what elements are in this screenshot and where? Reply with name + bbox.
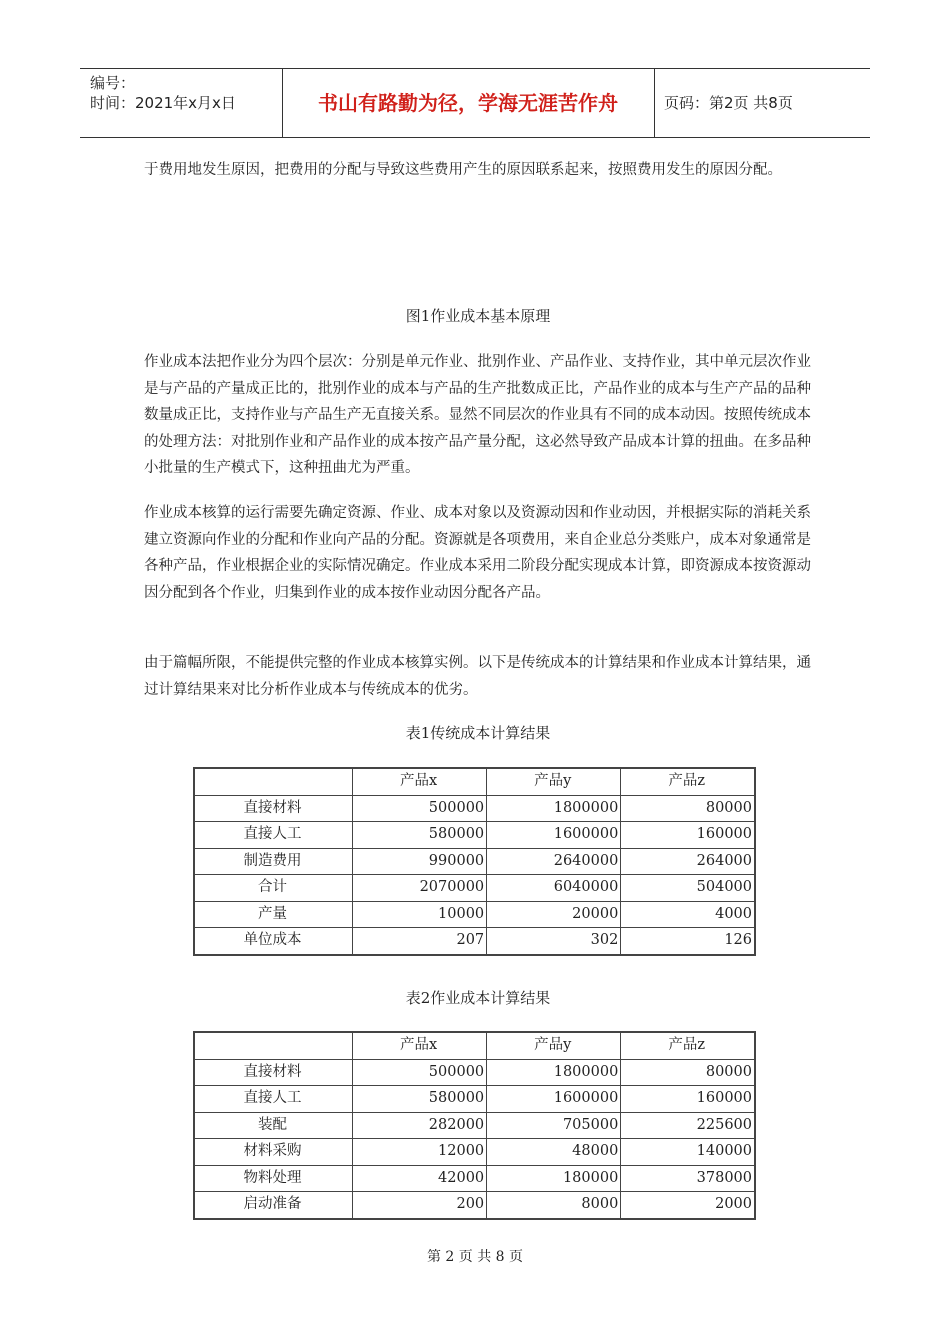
value-cell: 2640000 xyxy=(487,848,621,875)
table-row xyxy=(194,795,755,822)
table-row xyxy=(194,1112,755,1139)
table-header-cell: 产品x xyxy=(353,768,487,795)
paragraph-comparison-intro: 由于篇幅所限，不能提供完整的作业成本核算实例。以下是传统成本的计算结果和作业成本计算结果，通过计算结果来对比分析作业成本与传统成本的优劣。 xyxy=(144,655,811,698)
row-label-cell: 直接人工 xyxy=(194,822,353,849)
value-cell: 225600 xyxy=(621,1112,755,1139)
table-header-row xyxy=(194,1032,755,1059)
doc-time-label: 时间：2021年x月x日 xyxy=(90,94,236,112)
value-cell: 990000 xyxy=(353,848,487,875)
paragraph-activity-levels: 作业成本法把作业分为四个层次：分别是单元作业、批别作业、产品作业、支持作业，其中单元层次作业是与产品的产量成正比的，批别作业的成本与产品的生产批数成正比，产品作业的成本与生产产品的品种数量成正比，支持作业与产品生产无直接关系。显然不同层次的作业具有不同的成本动因。按照传统成本的处理方法：对批别作业和产品作业的成本按产品产量分配，这必然导致产品成本计算的扭曲。在多品种小批量的生产模式下，这种扭曲尤为严重。 xyxy=(144,354,811,476)
header-divider xyxy=(654,69,655,137)
value-cell: 6040000 xyxy=(487,875,621,902)
value-cell: 378000 xyxy=(621,1165,755,1192)
value-cell: 12000 xyxy=(353,1139,487,1166)
row-label-cell: 制造费用 xyxy=(194,848,353,875)
table-header-cell xyxy=(194,1032,353,1059)
header-page-number: 页码：第2页 共8页 xyxy=(664,94,793,112)
table-row xyxy=(194,1192,755,1219)
table-header-cell: 产品y xyxy=(487,1032,621,1059)
value-cell: 282000 xyxy=(353,1112,487,1139)
value-cell: 2070000 xyxy=(353,875,487,902)
value-cell: 1600000 xyxy=(487,1086,621,1113)
table-row xyxy=(194,901,755,928)
paragraph-abc-process: 作业成本核算的运行需要先确定资源、作业、成本对象以及资源动因和作业动因，并根据实际的消耗关系建立资源向作业的分配和作业向产品的分配。资源就是各项费用，来自企业总分类账户，成本对象通常是各种产品，作业根据企业的实际情况确定。作业成本采用二阶段分配实现成本计算，即资源成本按资源动因分配到各个作业，归集到作业的成本按作业动因分配各产品。 xyxy=(144,505,811,601)
table-row xyxy=(194,1059,755,1086)
value-cell: 500000 xyxy=(353,1059,487,1086)
row-label-cell: 材料采购 xyxy=(194,1139,353,1166)
value-cell: 160000 xyxy=(621,822,755,849)
row-label-cell: 直接人工 xyxy=(194,1086,353,1113)
value-cell: 8000 xyxy=(487,1192,621,1219)
value-cell: 705000 xyxy=(487,1112,621,1139)
header-meta xyxy=(90,73,236,113)
table-header-cell: 产品z xyxy=(621,1032,755,1059)
table2-caption: 表2作业成本计算结果 xyxy=(405,989,551,1007)
table-header-cell: 产品z xyxy=(621,768,755,795)
table-row xyxy=(194,875,755,902)
table-header-cell: 产品x xyxy=(353,1032,487,1059)
row-label-cell: 直接材料 xyxy=(194,1059,353,1086)
doc-number-label: 编号： xyxy=(90,74,136,92)
table-header-cell xyxy=(194,768,353,795)
value-cell: 1800000 xyxy=(487,1059,621,1086)
row-label-cell: 合计 xyxy=(194,875,353,902)
table-row xyxy=(194,1165,755,1192)
table-row xyxy=(194,822,755,849)
row-label-cell: 装配 xyxy=(194,1112,353,1139)
value-cell: 580000 xyxy=(353,822,487,849)
row-label-cell: 产量 xyxy=(194,901,353,928)
value-cell: 302 xyxy=(487,928,621,955)
value-cell: 80000 xyxy=(621,1059,755,1086)
row-label-cell: 直接材料 xyxy=(194,795,353,822)
value-cell: 207 xyxy=(353,928,487,955)
table-row xyxy=(194,1139,755,1166)
page-footer: 第 2 页 共 8 页 xyxy=(426,1249,524,1265)
value-cell: 1800000 xyxy=(487,795,621,822)
table-header-cell: 产品y xyxy=(487,768,621,795)
table1-caption: 表1传统成本计算结果 xyxy=(405,724,551,742)
value-cell: 10000 xyxy=(353,901,487,928)
figure-caption: 图1作业成本基本原理 xyxy=(405,307,551,325)
value-cell: 504000 xyxy=(621,875,755,902)
table-traditional-cost xyxy=(193,767,756,956)
value-cell: 1600000 xyxy=(487,822,621,849)
table-row xyxy=(194,848,755,875)
table-row xyxy=(194,928,755,955)
value-cell: 200 xyxy=(353,1192,487,1219)
value-cell: 48000 xyxy=(487,1139,621,1166)
header-motto: 书山有路勤为径，学海无涯苦作舟 xyxy=(318,91,618,115)
value-cell: 580000 xyxy=(353,1086,487,1113)
table-activity-cost xyxy=(193,1031,756,1220)
value-cell: 140000 xyxy=(621,1139,755,1166)
row-label-cell: 单位成本 xyxy=(194,928,353,955)
value-cell: 2000 xyxy=(621,1192,755,1219)
row-label-cell: 启动准备 xyxy=(194,1192,353,1219)
value-cell: 4000 xyxy=(621,901,755,928)
table-row xyxy=(194,1086,755,1113)
page-header xyxy=(80,68,870,138)
value-cell: 500000 xyxy=(353,795,487,822)
value-cell: 20000 xyxy=(487,901,621,928)
paragraph-continuation: 于费用地发生原因，把费用的分配与导致这些费用产生的原因联系起来，按照费用发生的原因分配。 xyxy=(144,162,782,178)
row-label-cell: 物料处理 xyxy=(194,1165,353,1192)
value-cell: 160000 xyxy=(621,1086,755,1113)
value-cell: 264000 xyxy=(621,848,755,875)
table-header-row xyxy=(194,768,755,795)
value-cell: 180000 xyxy=(487,1165,621,1192)
value-cell: 80000 xyxy=(621,795,755,822)
value-cell: 126 xyxy=(621,928,755,955)
value-cell: 42000 xyxy=(353,1165,487,1192)
